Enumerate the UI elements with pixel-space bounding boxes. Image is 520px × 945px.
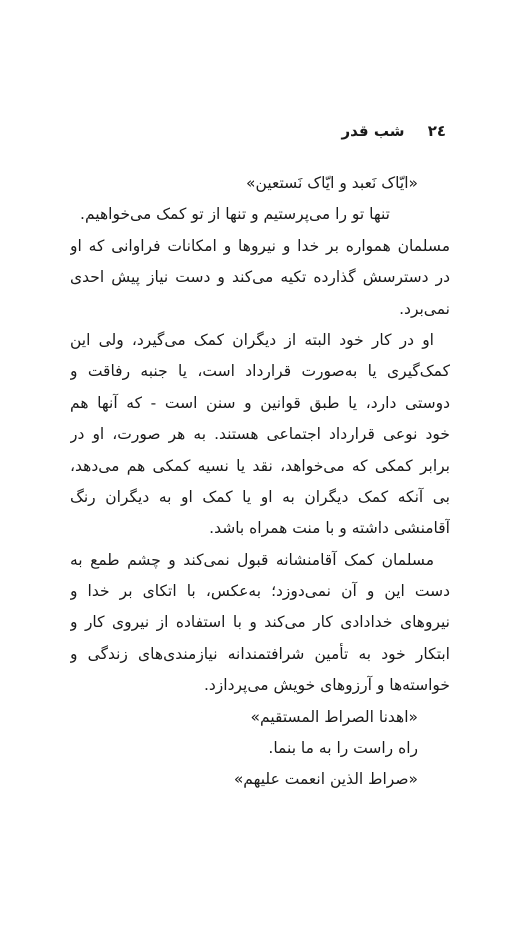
paragraph-line: نیروهای خدادادی کار می‌کند و با استفاده از نیروی کار و bbox=[70, 613, 450, 632]
paragraph-line: مسلمان همواره بر خدا و نیروها و امکانات فراوانی که او bbox=[70, 236, 450, 255]
paragraph-line: کمک‌گیری یا به‌صورت قرارداد است، یا جنبه رفاقت و bbox=[70, 362, 450, 381]
paragraph-line: دست این و آن نمی‌دوزد؛ به‌عکس، با اتکای بر خدا و bbox=[70, 582, 450, 601]
quran-verse: «صراط الذین انعمت علیهم» bbox=[233, 770, 418, 789]
paragraph-line: آقامنشی داشته و با منت همراه باشد. bbox=[209, 519, 450, 538]
paragraph-line: خود نوعی قرارداد اجتماعی هستند. به هر صورت، او در bbox=[70, 425, 450, 444]
paragraph-line: ابتکار خود به تأمین شرافتمندانه نیازمندی‌های زندگی و bbox=[70, 644, 450, 663]
verse-translation: راه راست را به ما بنما. bbox=[268, 739, 418, 758]
paragraph-line: برابر کمکی که می‌خواهد، نقد یا نسیه کمکی هم می‌دهد، bbox=[70, 456, 450, 475]
book-title: شب قدر bbox=[341, 122, 405, 140]
paragraph-line: او در کار خود البته از دیگران کمک می‌گیرد، ولی این bbox=[70, 330, 434, 349]
paragraph-line: در دسترسش گذارده تکیه می‌کند و دست نیاز پیش احدی bbox=[70, 268, 450, 287]
verse-translation: تنها تو را می‌پرستیم و تنها از تو کمک می‌خواهیم. bbox=[80, 205, 390, 224]
paragraph-line: دوستی دارد، یا طبق قوانین و سنن است - که آنها هم bbox=[70, 393, 450, 412]
page-header bbox=[66, 122, 446, 144]
page-body bbox=[70, 168, 450, 796]
quran-verse: «ایّاک نَعبد و ایّاک نَستعین» bbox=[246, 174, 418, 192]
page-number: ٢٤ bbox=[427, 122, 446, 140]
paragraph-line: خواسته‌ها و آرزوهای خویش می‌پردازد. bbox=[203, 676, 450, 695]
paragraph-line: بی آنکه کمک دیگران به او یا کمک او به دیگران رنگ bbox=[70, 487, 450, 506]
paragraph-line: نمی‌برد. bbox=[399, 299, 450, 318]
paragraph-line: مسلمان کمک آقامنشانه قبول نمی‌کند و چشم طمع به bbox=[70, 550, 434, 569]
quran-verse: «اهدنا الصراط المستقیم» bbox=[250, 707, 418, 726]
